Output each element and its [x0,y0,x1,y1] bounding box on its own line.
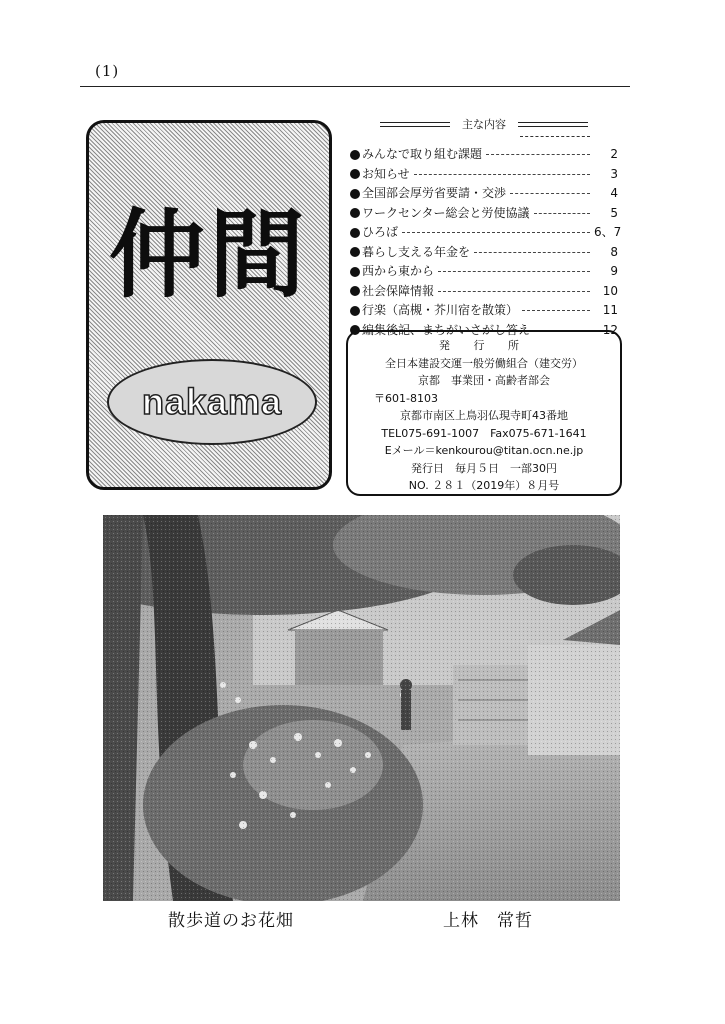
dot-leader [486,154,590,155]
contents-item-page: 6、7 [594,225,622,239]
contents-item [350,165,618,185]
publisher-phone-fax: TEL075-691-1007 Fax075-671-1641 [381,426,587,440]
masthead-title: 仲間 [109,198,309,311]
dot-leader [474,252,590,253]
bullet-icon [350,228,360,238]
dot-leader [510,193,590,194]
page-number: (1) [95,62,120,80]
bullet-icon [350,267,360,277]
contents-item-label: 西から東から [362,264,435,278]
dot-leader [438,291,590,292]
bullet-icon [350,150,360,160]
bullet-icon [350,169,360,179]
contents-item-page: 2 [610,147,618,161]
dot-leader [522,310,590,311]
cover-painting [103,515,620,901]
table-of-contents [350,114,622,340]
contents-item-label: 全国部会厚労省要請・交渉 [362,186,507,200]
dot-leader [438,271,590,272]
masthead-subtitle: nakama [141,381,283,422]
contents-heading: 主な内容 [462,118,506,131]
contents-item [350,282,618,302]
contents-item-label: 暮らし支える年金を [362,244,471,259]
contents-list [350,145,622,340]
contents-item-page: 8 [610,244,618,259]
contents-item-label: 社会保障情報 [362,283,435,298]
header-rule [80,86,630,87]
double-rule-right [518,122,588,127]
contents-item-label: 編集後記、まちがいさがし答え [362,322,531,337]
contents-item [350,184,618,204]
publisher-org: 全日本建設交運一般労働組合（建交労） [385,356,583,370]
contents-item-page: 10 [602,283,618,298]
contents-item-page: 5 [610,205,618,220]
contents-item-page: 4 [610,186,618,200]
contents-item [350,145,618,165]
bullet-icon [350,286,360,296]
contents-header [350,114,618,134]
contents-item-page: 12 [602,322,618,337]
cover-painting-image [103,515,620,901]
bullet-icon [350,306,360,316]
painting-title: 散歩道のお花畑 [168,911,294,931]
contents-item-page: 3 [610,166,618,181]
contents-item-label: お知らせ [362,166,410,181]
contents-item-label: 行楽（高槻・芥川宿を散策） [362,303,519,317]
contents-item-page: 11 [602,303,618,317]
masthead [86,120,332,490]
contents-item [350,204,618,224]
publisher-heading: 発 行 所 [439,339,529,352]
contents-item-page: 9 [610,264,618,278]
publisher-branch: 京都 事業団・高齢者部会 [418,374,550,387]
contents-item [350,301,618,321]
bullet-icon [350,247,360,257]
contents-item [350,223,622,243]
publisher-issue-number: NO. ２８１（2019年）８月号 [408,479,560,492]
publisher-email: Eメール＝kenkourou@titan.ocn.ne.jp [384,444,584,457]
contents-item-label: みんなで取り組む課題 [362,147,483,161]
masthead-oval [107,359,317,445]
contents-item [350,243,618,263]
painting-artist: 上林 常哲 [443,911,533,931]
dot-leader [402,232,590,233]
publisher-postal: 〒601-8103 [374,391,438,405]
double-rule-left [380,122,450,127]
publisher-issue-info: 発行日 毎月５日 一部30円 [411,461,557,475]
bullet-icon [350,189,360,199]
publisher-box [346,330,622,496]
bullet-icon [350,208,360,218]
dot-leader [534,213,590,214]
contents-dash [520,136,590,143]
publisher-address: 京都市南区上鳥羽仏現寺町43番地 [400,409,568,422]
contents-item-label: ワークセンター総会と労使協議 [362,205,530,220]
contents-item-label: ひろば [362,225,399,239]
contents-item [350,262,618,282]
dot-leader [414,174,590,175]
